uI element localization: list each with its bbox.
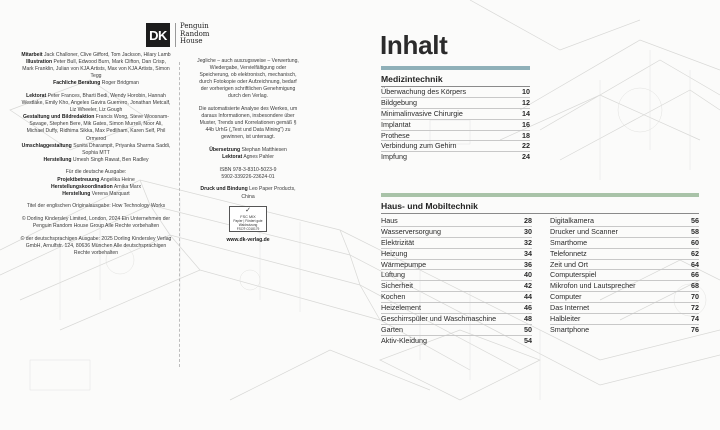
publisher-line-3: House — [180, 37, 203, 46]
tdm-notice: Die automatisierte Analyse des Werkes, um daraus Informationen, insbesondere über Muster, Trends und Korrelationen gemäß § 44b UrhG („Text und Data Mining") zu gewinnen, ist untersagt. — [198, 106, 298, 141]
section-rule — [381, 213, 699, 214]
toc-list-haus-left — [381, 216, 532, 347]
german-edition-credits — [20, 169, 172, 197]
toc-entry[interactable] — [381, 336, 532, 347]
section-bar-haus — [381, 193, 699, 197]
print-credit: Druck und Bindung Leo Paper Products, China — [200, 186, 296, 200]
toc-entry-page: 76 — [691, 324, 699, 334]
toc-entry-title: Computer — [550, 292, 582, 302]
credit-entry: Übersetzung Stephan Matthiesen — [209, 147, 287, 154]
toc-entry[interactable] — [550, 270, 699, 281]
toc-entry-title: Telefonnetz — [550, 248, 587, 258]
toc-entry-title: Elektrizität — [381, 237, 415, 247]
toc-entry[interactable] — [550, 227, 699, 238]
toc-entry-page: 10 — [522, 87, 530, 96]
product-code: 5902-339226-23624-01 — [221, 173, 275, 180]
toc-entry[interactable] — [381, 131, 530, 142]
credit-entry: Illustration Peter Bull, Edwood Burn, Mark Clifton, Dan Crisp, Mark Franklin, Julian von KJA Artists, Max von KJA Artists, Simon Tegg — [22, 59, 170, 80]
section-title-medizintechnik: Medizintechnik — [381, 74, 443, 84]
toc-entry[interactable] — [381, 216, 532, 227]
toc-entry-title: Drucker und Scanner — [550, 226, 618, 236]
toc-entry[interactable] — [381, 281, 532, 292]
publisher-name — [180, 23, 209, 46]
toc-entry[interactable] — [381, 120, 530, 131]
dk-mark: DK — [146, 23, 170, 47]
toc-entry-title: Impfung — [381, 152, 407, 162]
toc-entry-page: 14 — [522, 108, 530, 118]
toc-entry-page: 66 — [691, 270, 699, 280]
toc-entry-page: 12 — [522, 97, 530, 107]
toc-entry-title: Minimalinvasive Chirurgie — [381, 108, 463, 118]
toc-entry[interactable] — [381, 98, 530, 109]
toc-entry[interactable] — [381, 227, 532, 238]
toc-entry-page: 50 — [524, 324, 532, 334]
toc-entry-title: Kochen — [381, 292, 406, 302]
toc-entry-title: Das Internet — [550, 303, 590, 313]
credit-entry: Gestaltung und Bildredaktion Francis Wong, Steve Woosnam-Savage, Stephen Bere, Mik Gates, Simon Murrell, Noor Ali, Michael Duffy, Ridhima Sikka, Max Pedliham, Karen Self, Phil Ormerod — [23, 114, 169, 142]
toc-entry-page: 16 — [522, 119, 530, 129]
publisher-line-1: Penguin — [180, 22, 209, 30]
credits-group-authors — [20, 52, 172, 87]
toc-entry[interactable] — [381, 249, 532, 260]
logo-divider — [175, 23, 176, 47]
toc-entry-title: Mikrofon und Lautsprecher — [550, 281, 636, 291]
toc-entry[interactable] — [381, 152, 530, 163]
contents-title: Inhalt — [380, 30, 448, 60]
section-title-haus: Haus- und Mobiltechnik — [381, 201, 478, 211]
toc-entry-title: Heizelement — [381, 303, 421, 313]
publisher-line-2: Random — [180, 29, 210, 38]
toc-entry-title: Prothese — [381, 130, 410, 140]
credits-group-production — [20, 93, 172, 164]
toc-entry-page: 18 — [522, 130, 530, 140]
original-title: Titel der englischen Originalausgabe: How Technology Works — [26, 203, 166, 210]
toc-entry[interactable] — [381, 141, 530, 152]
copyright-de: © der deutschsprachigen Ausgabe: 2025 Dorling Kindersley Verlag GmbH, Arnulfstr. 124, 80636 München Alle deutschsprachigen Rechte vorbehalten — [20, 235, 172, 256]
fsc-logo — [229, 206, 267, 232]
section-bar-medizintechnik — [381, 66, 530, 70]
toc-entry-title: Aktiv-Kleidung — [381, 335, 427, 345]
toc-entry-title: Implantat — [381, 119, 411, 129]
toc-entry-title: Halbleiter — [550, 314, 581, 324]
toc-entry-page: 46 — [524, 303, 532, 313]
toc-entry-page: 48 — [524, 314, 532, 324]
credit-entry: Herstellung Verena Marquart — [62, 190, 130, 197]
toc-entry-title: Digitalkamera — [550, 216, 594, 225]
credit-entry: Projektbetreuung Angelika Heine — [57, 176, 135, 183]
fsc-text: Papier | Fördert gute Waldnutzung — [233, 219, 263, 228]
isbn-block — [196, 167, 300, 181]
toc-entry-page: 34 — [524, 248, 532, 258]
rights-notice: Jegliche – auch auszugsweise – Verwertung, Wiedergabe, Vervielfältigung oder Speicherung, ob elektronisch, mechanisch, durch Fotokopie oder Aufzeichnung, bedarf der vorherigen schriftlichen Genehmigung durch den Verlag. — [197, 58, 299, 100]
website-link[interactable]: www.dk-verlag.de — [226, 237, 270, 244]
credit-entry: Umschlaggestaltung Sunita Dharampit, Priyanka Sharma Saddi, Sophia MTT — [21, 142, 171, 156]
credit-entry: Mitarbeit Jack Challoner, Clive Gifford, Tom Jackson, Hilary Lamb — [21, 52, 171, 58]
toc-entry[interactable] — [381, 303, 532, 314]
toc-entry-title: Garten — [381, 324, 403, 334]
toc-entry-page: 68 — [691, 281, 699, 291]
translation-credits — [196, 147, 300, 161]
toc-entry[interactable] — [381, 109, 530, 120]
toc-entry[interactable] — [381, 292, 532, 303]
toc-list-haus-right — [550, 216, 699, 336]
toc-entry-title: Wasserversorgung — [381, 226, 442, 236]
fsc-tree-icon: ✓ — [245, 206, 251, 214]
toc-entry[interactable] — [381, 314, 532, 325]
toc-entry-page: 74 — [691, 314, 699, 324]
toc-entry-page: 40 — [524, 270, 532, 280]
toc-entry-page: 60 — [691, 237, 699, 247]
toc-entry[interactable] — [381, 270, 532, 281]
toc-entry[interactable] — [550, 281, 699, 292]
toc-entry-title: Wärmepumpe — [381, 259, 427, 269]
credits-column — [20, 52, 172, 262]
toc-entry-page: 54 — [524, 335, 532, 345]
toc-entry-page: 42 — [524, 281, 532, 291]
credit-entry: Lektorat Agnes Pahler — [222, 154, 274, 161]
german-edition-heading: Für die deutsche Ausgabe: — [65, 169, 127, 176]
publisher-logo — [146, 23, 209, 47]
toc-entry[interactable] — [550, 216, 699, 227]
toc-entry-page: 56 — [691, 216, 699, 225]
toc-entry-title: Smartphone — [550, 324, 590, 334]
toc-entry[interactable] — [550, 292, 699, 303]
toc-entry-page: 72 — [691, 303, 699, 313]
toc-entry[interactable] — [381, 260, 532, 271]
toc-entry-title: Geschirrspüler und Waschmaschine — [381, 314, 497, 324]
toc-entry-page: 58 — [691, 226, 699, 236]
toc-entry-title: Sicherheit — [381, 281, 413, 291]
credit-entry: Lektorat Peter Frances, Bharti Bedi, Wendy Horobin, Hannah Westlake, Emily Kho, Angeles Gavira Guerrero, Jonathan Metcalf, Liz Wheeler, Liz Gough — [21, 92, 171, 114]
toc-entry-page: 36 — [524, 259, 532, 269]
toc-entry[interactable] — [550, 238, 699, 249]
toc-entry-page: 22 — [522, 141, 530, 151]
toc-entry-title: Verbindung zum Gehirn — [381, 141, 457, 151]
toc-entry-title: Computerspiel — [550, 270, 597, 280]
toc-entry-page: 62 — [691, 248, 699, 258]
legal-column — [196, 58, 300, 244]
toc-entry-page: 28 — [524, 216, 532, 225]
toc-entry[interactable] — [381, 87, 530, 98]
toc-entry-page: 24 — [522, 152, 530, 162]
credit-entry: Herstellungskoordination Arnika Marx — [50, 183, 142, 190]
toc-entry[interactable] — [381, 325, 532, 336]
toc-entry-title: Haus — [381, 216, 398, 225]
toc-entry-page: 32 — [524, 237, 532, 247]
toc-entry-title: Bildgebung — [381, 97, 417, 107]
isbn: ISBN 978-3-8310-5023-9 — [219, 166, 277, 173]
credit-entry: Fachliche Beratung Roger Bridgman — [53, 80, 139, 87]
toc-entry[interactable] — [550, 260, 699, 271]
toc-entry-title: Überwachung des Körpers — [381, 87, 467, 96]
credit-entry: Herstellung Umesh Singh Rawat, Ben Radley — [43, 156, 149, 163]
toc-entry[interactable] — [550, 249, 699, 260]
toc-entry[interactable] — [550, 325, 699, 336]
toc-entry-title: Smarthome — [550, 237, 588, 247]
column-divider — [179, 62, 180, 367]
copyright-uk: © Dorling Kindersley Limited, London, 2024 Ein Unternehmen der Penguin Random House Group Alle Rechte vorbehalten — [21, 215, 171, 229]
fsc-code: FSC® C018179 — [236, 227, 260, 232]
toc-entry-title: Lüftung — [381, 270, 405, 280]
toc-entry-page: 44 — [524, 292, 532, 302]
toc-entry[interactable] — [550, 314, 699, 325]
toc-list-medizintechnik — [381, 87, 530, 163]
fsc-label: FSC MIX — [240, 214, 256, 219]
toc-entry[interactable] — [381, 238, 532, 249]
toc-entry-page: 64 — [691, 259, 699, 269]
toc-entry-title: Zeit und Ort — [550, 259, 588, 269]
toc-entry-page: 70 — [691, 292, 699, 302]
toc-entry-title: Heizung — [381, 248, 408, 258]
toc-entry[interactable] — [550, 303, 699, 314]
toc-entry-page: 30 — [524, 226, 532, 236]
